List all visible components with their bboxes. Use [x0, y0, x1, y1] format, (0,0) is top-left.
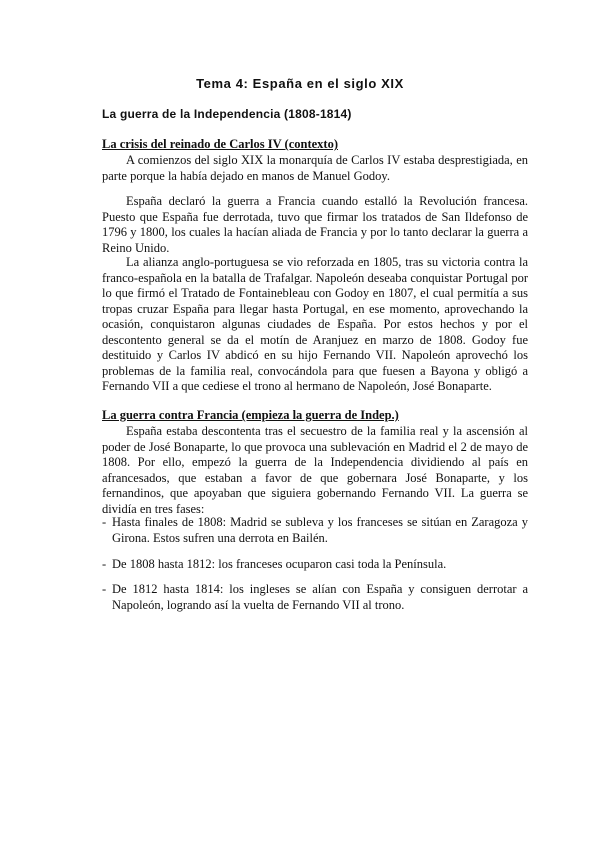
- subsection-heading-crisis: La crisis del reinado de Carlos IV (contexto): [102, 137, 338, 151]
- phase-text-1: Hasta finales de 1808: Madrid se subleva y los franceses se sitúan en Zaragoza y Girona. Estos sufren una derrota en Bailén.: [112, 515, 528, 545]
- phases-list-3: [102, 582, 528, 613]
- list-marker: -: [102, 582, 107, 596]
- list-marker: -: [102, 557, 107, 571]
- phases-list-2: [102, 557, 528, 573]
- phases-list: [102, 515, 528, 546]
- paragraph-2: España declaró la guerra a Francia cuando estalló la Revolución francesa. Puesto que España fue derrotada, tuvo que firmar los tratados de San Ildefonso de 1796 y 1800, los cuales la hacían aliada de Francia y por lo tanto declarar la guerra a Reino Unido.: [102, 194, 528, 255]
- section-heading: La guerra de la Independencia (1808-1814): [102, 107, 352, 121]
- list-item: [102, 582, 528, 613]
- list-item: [102, 515, 528, 546]
- document-title: Tema 4: España en el siglo XIX: [196, 76, 404, 91]
- phase-text-3: De 1812 hasta 1814: los ingleses se alían con España y consiguen derrotar a Napoleón, logrando así la vuelta de Fernando VII al trono.: [112, 582, 528, 612]
- subsection-heading-guerra: La guerra contra Francia (empieza la guerra de Indep.): [102, 408, 399, 422]
- list-item: [102, 557, 528, 573]
- phase-text-2: De 1808 hasta 1812: los franceses ocuparon casi toda la Península.: [112, 557, 447, 571]
- paragraph-1: A comienzos del siglo XIX la monarquía de Carlos IV estaba desprestigiada, en parte porque la había dejado en manos de Manuel Godoy.: [102, 153, 528, 183]
- list-marker: -: [102, 515, 107, 529]
- paragraph-3: La alianza anglo-portuguesa se vio reforzada en 1805, tras su victoria contra la franco-española en la batalla de Trafalgar. Napoleón deseaba conquistar Portugal por lo que firmó el Tratado de Fontainebleau con Godoy en 1807, el cual permitía a sus tropas cruzar España para llegar hasta Portugal, en ese momento, aprovechando la ocasión, conquistaron algunas ciudades de España. Por estos hechos y por el descontento general se da el motín de Aranjuez en marzo de 1808. Godoy fue destituido y Carlos IV abdicó en su hijo Fernando VII. Napoleón aprovechó los problemas de la familia real, convocándola para que fuesen a Bayona y obligó a Fernando VII a que cediese el trono al hermano de Napoleón, José Bonaparte.: [102, 255, 528, 393]
- paragraph-4: España estaba descontenta tras el secuestro de la familia real y la ascensión al poder de José Bonaparte, lo que provoca una sublevación en Madrid el 2 de mayo de 1808. Por ello, empezó la guerra de la Independencia dividiendo al país en afrancesados, que estaban a favor de que gobernara José Bonaparte, y los fernandinos, que apoyaban que siguiera gobernando Fernando VII. La guerra se dividía en tres fases:: [102, 424, 528, 516]
